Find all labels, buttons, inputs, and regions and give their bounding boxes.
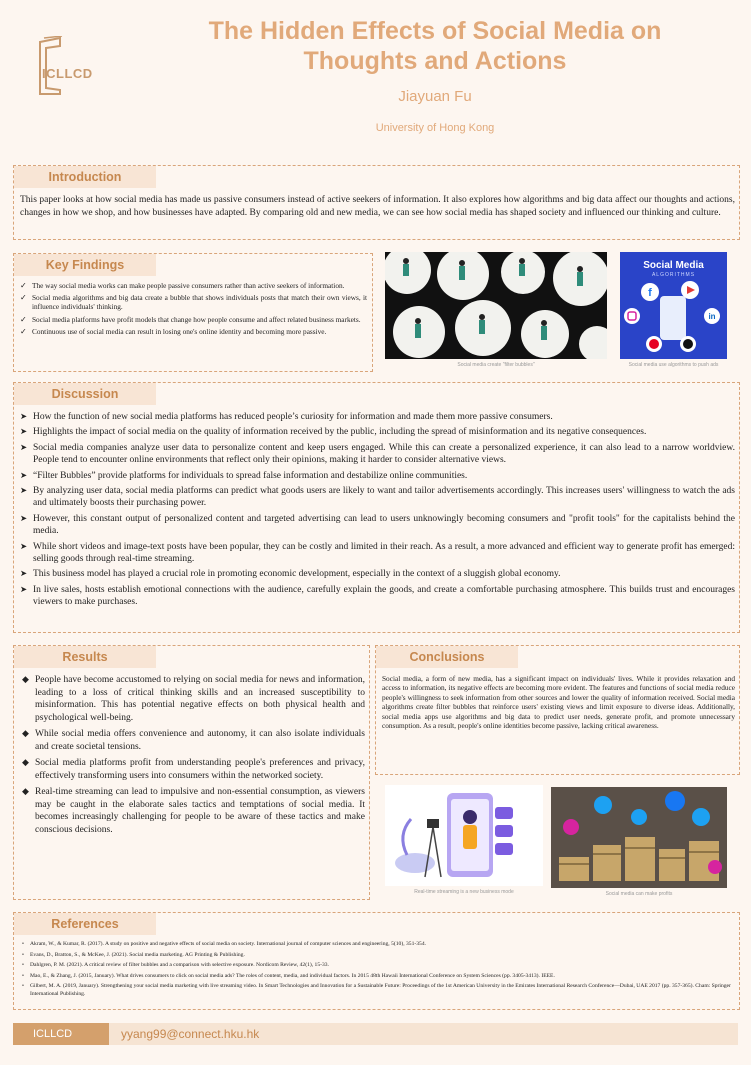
discussion-heading: Discussion (14, 383, 156, 405)
list-item: ➤ Social media companies analyze user data to personalize content and keep users engaged. While this can create a personalized experience, it can also lead to a narrow worldview. People tend to encounter online environments that reflect only their opinions, making it harder to consider alternative views. (20, 442, 735, 467)
live-streaming-image (385, 785, 543, 886)
list-item: • Gilbert, M. A. (2019, January). Strengthening your social media marketing with live streaming video. In Smart Technologies and Innovation for a Sustainable Future: Proceedings of the 1st American University in the Emirates International Research Conference—Dubai, UAE 2017 (pp. 357-365). Cham: Springer International Publishing. (20, 983, 735, 998)
logo-text: ICLLCD (42, 66, 93, 81)
social-icons-cluster (620, 278, 727, 359)
affiliation: University of Hong Kong (375, 122, 495, 134)
list-item: ◆ Real-time streaming can lead to impulsive and non-essential consumption, as viewers may be caught in the elaborate sales tactics and temptations of social media. It becomes increasingly challenging for people to be aware of these tactics and make conscious decisions. (22, 786, 365, 836)
author-name: Jiayuan Fu (398, 88, 472, 105)
conclusions-text: Social media, a form of new media, has a significant impact on individuals' lives. While it provides relaxation and access to information, its negative effects are becoming more evident. The features and functions of social media reduce people's willingness to seek information from other sources and lower the quality of information received. Social media algorithms create filter bubbles that reinforce users' existing views and limit exposure to diverse ideas. Additionally, social media apps use algorithms and big data to predict user needs, generate profit, and promote unnecessary consumption. As a result, people's online identities become passive, lacking critical awareness. (382, 674, 735, 731)
key-findings-heading: Key Findings (14, 254, 156, 276)
results-heading: Results (14, 646, 156, 668)
figure1-caption: Social media create "filter bubbles" (457, 362, 535, 368)
conclusions-heading: Conclusions (376, 646, 518, 668)
list-item: • Dahlgren, P. M. (2021). A critical review of filter bubbles and a comparison with selective exposure. Nordicom Review, 42(1), 15-33. (20, 962, 735, 970)
footer-org: ICLLCD (13, 1023, 109, 1045)
list-item: ➤ How the function of new social media platforms has reduced people’s curiosity for information and made them more passive consumers. (20, 411, 735, 423)
footer-email[interactable]: yyang99@connect.hku.hk (109, 1023, 738, 1045)
list-item: ◆ People have become accustomed to relying on social media for news and information, leading to a loss of critical thinking skills and an increased susceptibility to misinformation. This has potential negative effects on both physical health and psychological well-being. (22, 674, 365, 724)
references-heading: References (14, 913, 156, 935)
key-findings-list (20, 281, 367, 339)
introduction-text: This paper looks at how social media has made us passive consumers instead of active seekers of information. It also explores how algorithms and big data affect our thoughts and actions, changes in how we shop, and how businesses have adapted. By comparing old and new media, we can see how social media has shaped society and influenced our thinking and culture. (20, 195, 735, 218)
poster-title: The Hidden Effects of Social Media on Thoughts and Actions (208, 17, 662, 75)
discussion-list (20, 411, 735, 612)
key-findings-section (13, 253, 373, 372)
filter-bubbles-image (385, 252, 607, 359)
figure2-subtitle: ALGORITHMS (651, 272, 696, 278)
list-item: ➤ Highlights the impact of social media on the quality of information received by the public, including the spread of misinformation and its negative consequences. (20, 426, 735, 438)
list-item: ✓ Social media platforms have profit models that change how people consume and affect related business markets. (20, 315, 367, 324)
references-list (20, 941, 735, 1001)
references-section (13, 912, 740, 1010)
list-item: ✓ Continuous use of social media can result in losing one's online identity and becoming more passive. (20, 327, 367, 336)
list-item: • Mao, E., & Zhang, J. (2015, January). What drives consumers to click on social media ads? The roles of content, media, and individual factors. In 2015 48th Hawaii International Conference on System Sciences (pp. 3405-3413). IEEE. (20, 973, 735, 981)
results-section (13, 645, 370, 900)
list-item: ✓ The way social media works can make people passive consumers rather than active seekers of information. (20, 281, 367, 290)
list-item: ➤ In live sales, hosts establish emotional connections with the audience, carefully explain the goods, and create a comfortable purchasing atmosphere. This builds trust and encourages viewers to make purchases. (20, 584, 735, 609)
social-media-algorithms-image (620, 252, 727, 359)
list-item: ➤ By analyzing user data, social media platforms can predict what goods users are likely to want and tailor advertisements accordingly. This increases users' willingness to watch the ads and ultimately boosts their purchasing power. (20, 485, 735, 510)
list-item: ➤ While short videos and image-text posts have been popular, they can be costly and limited in their reach. As a result, a more advanced and efficient way to generate profit has emerged: selling goods through real-time streaming. (20, 541, 735, 566)
figure4-caption: Social media can make profits (605, 891, 673, 897)
footer (13, 1023, 738, 1045)
list-item: ✓ Social media algorithms and big data create a bubble that shows individuals posts that match their own views, it influence individuals' thinking. (20, 293, 367, 311)
discussion-section (13, 382, 740, 633)
list-item: • Akram, W., & Kumar, R. (2017). A study on positive and negative effects of social media on society. International journal of computer sciences and engineering, 5(10), 351-354. (20, 941, 735, 949)
svg-text:in: in (708, 312, 716, 321)
introduction-heading: Introduction (14, 166, 156, 188)
svg-text:f: f (648, 287, 652, 299)
figure2-caption: Social media use algorithms to push ads (628, 362, 719, 368)
results-list (22, 674, 365, 840)
list-item: ◆ While social media offers convenience and autonomy, it can also isolate individuals and create societal tensions. (22, 728, 365, 753)
figure2-title: Social Media (643, 260, 704, 271)
social-media-profits-image (551, 787, 727, 888)
list-item: ◆ Social media platforms profit from understanding people's preferences and privacy, effectively transforming users into consumers within the networked society. (22, 757, 365, 782)
list-item: • Evans, D., Bratton, S., & McKee, J. (2021). Social media marketing. AG Printing & Publishing. (20, 952, 735, 960)
list-item: ➤ “Filter Bubbles” provide platforms for individuals to spread false information and destabilize online communities. (20, 470, 735, 482)
list-item: ➤ However, this constant output of personalized content and targeted advertising can lead to users unknowingly becoming consumers and "profit tools" for the capitalists behind the media. (20, 513, 735, 538)
introduction-section (13, 165, 740, 240)
list-item: ➤ This business model has played a crucial role in promoting economic development, especially in the context of a sluggish global economy. (20, 568, 735, 580)
figure3-caption: Real-time streaming is a new business mode (414, 889, 514, 895)
conclusions-section (375, 645, 740, 775)
